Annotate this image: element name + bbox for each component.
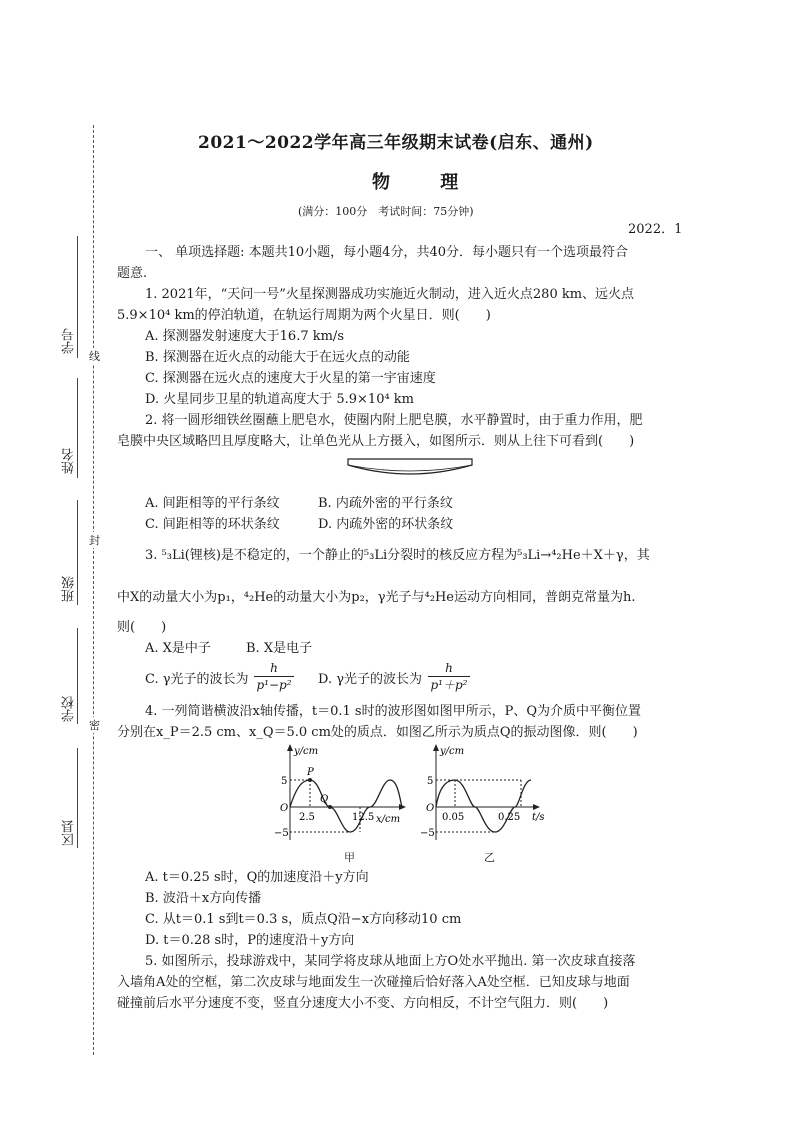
vibration-graph-figure: [418, 740, 548, 855]
class-label: 班级: [62, 576, 77, 602]
fig-a-xtick-2: 12.5: [352, 812, 375, 823]
q4-option-a[interactable]: A. t＝0.25 s时，Q的加速度沿＋y方向: [145, 870, 369, 885]
fig-a-ytick-pos: 5: [281, 776, 288, 787]
fig-a-ylabel: y/cm: [294, 746, 319, 757]
fig-b-ytick-pos: 5: [427, 776, 434, 787]
soap-film-figure: [345, 455, 475, 485]
q1-stem-cont: 5.9×10⁴ km的停泊轨道，在轨运行周期为两个火星日．则( ): [117, 308, 491, 323]
fig-b-ylabel: y/cm: [440, 746, 465, 757]
q5-stem-cont: 入墙角A处的空框，第二次皮球与地面发生一次碰撞后恰好落入A处空框．已知皮球与地面: [117, 975, 630, 990]
binding-dashed-line: [93, 125, 94, 1055]
section-heading: 一、 单项选择题: 本题共10小题，每小题4分，共40分．每小题只有一个选项最符合: [145, 245, 629, 260]
q3-stem: 3. ⁵₃Li(锂核)是不稳定的，一个静止的⁵₃Li分裂时的核反应方程为⁵₃Li→⁴₂He＋X＋γ，其: [145, 548, 650, 563]
q1-option-c[interactable]: C. 探测器在远火点的速度大于火星的第一宇宙速度: [145, 371, 436, 386]
fraction-numerator: h: [270, 661, 278, 675]
binding-mark-seal: 封: [89, 534, 100, 547]
q3-stem-cont: 中X的动量大小为p₁，⁴₂He的动量大小为p₂，γ光子与⁴₂He运动方向相同，普朗克常量为h.: [117, 590, 636, 605]
q4-option-d[interactable]: D. t＝0.28 s时，P的速度沿＋y方向: [145, 933, 355, 948]
q3-option-d-fraction: [428, 660, 470, 693]
exam-date: 2022．1: [628, 222, 683, 237]
q4-stem: 4. 一列简谐横波沿x轴传播，t＝0.1 s时的波形图如图甲所示，P、Q为介质中平衡位置: [145, 704, 641, 719]
fig-a-origin: O: [280, 803, 289, 814]
binding-mark-line: 线: [89, 350, 100, 363]
q3-option-a[interactable]: A. X是中子: [145, 641, 211, 656]
fig-b-origin: O: [426, 803, 435, 814]
fraction-numerator: h: [445, 661, 453, 675]
q5-stem-tail: 碰撞前后水平分速度不变，竖直分速度大小不变、方向相反，不计空气阻力．则( ): [117, 996, 609, 1011]
q4-option-b[interactable]: B. 波沿＋x方向传播: [145, 891, 262, 906]
q1-stem: 1. 2021年，“天问一号”火星探测器成功实施近火制动，进入近火点280 km、远火点: [145, 287, 635, 302]
fig-a-xlabel: x/cm: [376, 814, 401, 825]
fig-a-point-p: P: [307, 767, 314, 778]
q2-stem-cont: 皂膜中央区域略凹且厚度略大，让单色光从上方摄入，如图所示．则从上往下可看到( ): [117, 434, 635, 449]
school-label: 学校: [62, 696, 77, 722]
q3-option-b[interactable]: B. X是电子: [246, 641, 313, 656]
fig-a-ytick-neg: −5: [274, 828, 289, 839]
wave-graph-figure: [270, 740, 410, 855]
student-id-label: 学号: [62, 328, 77, 354]
q1-option-b[interactable]: B. 探测器在近火点的动能大于在远火点的动能: [145, 350, 410, 365]
q2-option-c[interactable]: C. 间距相等的环状条纹: [145, 517, 280, 532]
section-heading-cont: 题意.: [117, 266, 148, 281]
district-label: 区县: [62, 820, 77, 846]
q3-option-c-fraction: [254, 660, 294, 693]
q2-option-b[interactable]: B. 内疏外密的平行条纹: [318, 496, 453, 511]
school-field[interactable]: [77, 628, 78, 724]
fig-b-xlabel: t/s: [532, 812, 545, 823]
fig-b-caption: 乙: [484, 851, 495, 864]
name-label: 姓名: [62, 448, 77, 474]
q4-stem-cont: 分别在x_P＝2.5 cm、x_Q＝5.0 cm处的质点．如图乙所示为质点Q的振动图像．则( ): [117, 725, 638, 740]
fig-a-caption: 甲: [344, 851, 355, 864]
name-field[interactable]: [77, 378, 78, 478]
q5-stem: 5. 如图所示，投球游戏中，某同学将皮球从地面上方O处水平抛出. 第一次皮球直接落: [145, 954, 636, 969]
q2-option-a[interactable]: A. 间距相等的平行条纹: [145, 496, 280, 511]
q1-option-d[interactable]: D. 火星同步卫星的轨道高度大于 5.9×10⁴ km: [145, 392, 415, 407]
class-field[interactable]: [77, 500, 78, 605]
q2-stem: 2. 将一圆形细铁丝圈蘸上肥皂水，使圈内附上肥皂膜，水平静置时，由于重力作用，肥: [145, 413, 643, 428]
q3-option-c[interactable]: [145, 670, 249, 690]
q4-option-c[interactable]: C. 从t＝0.1 s到t＝0.3 s，质点Q沿−x方向移动10 cm: [145, 912, 462, 927]
fraction-denominator: p¹−p²: [254, 676, 294, 693]
fig-b-xtick-2: 0.25: [498, 812, 521, 823]
student-id-field[interactable]: [77, 236, 78, 358]
fig-a-xtick-1: 2.5: [299, 812, 315, 823]
q1-option-a[interactable]: A. 探测器发射速度大于16.7 km/s: [145, 329, 344, 344]
fig-a-point-q: Q: [320, 794, 329, 805]
fig-b-xtick-1: 0.05: [442, 812, 465, 823]
subject-title: 物 理: [372, 172, 481, 193]
exam-meta: (满分：100分 考试时间：75分钟): [298, 205, 474, 218]
fraction-denominator: p¹＋p²: [428, 676, 470, 693]
fig-b-ytick-neg: −5: [420, 828, 435, 839]
q3-option-d[interactable]: [318, 670, 422, 690]
exam-title: 2021～2022学年高三年级期末试卷(启东、通州): [198, 133, 594, 153]
binding-mark-secret: 密: [89, 719, 100, 732]
q3-stem-tail: 则( ): [117, 620, 167, 635]
q3-option-d-prefix: D. γ光子的波长为: [318, 672, 422, 687]
q2-option-d[interactable]: D. 内疏外密的环状条纹: [318, 517, 454, 532]
district-field[interactable]: [77, 748, 78, 848]
q3-option-c-prefix: C. γ光子的波长为: [145, 672, 249, 687]
